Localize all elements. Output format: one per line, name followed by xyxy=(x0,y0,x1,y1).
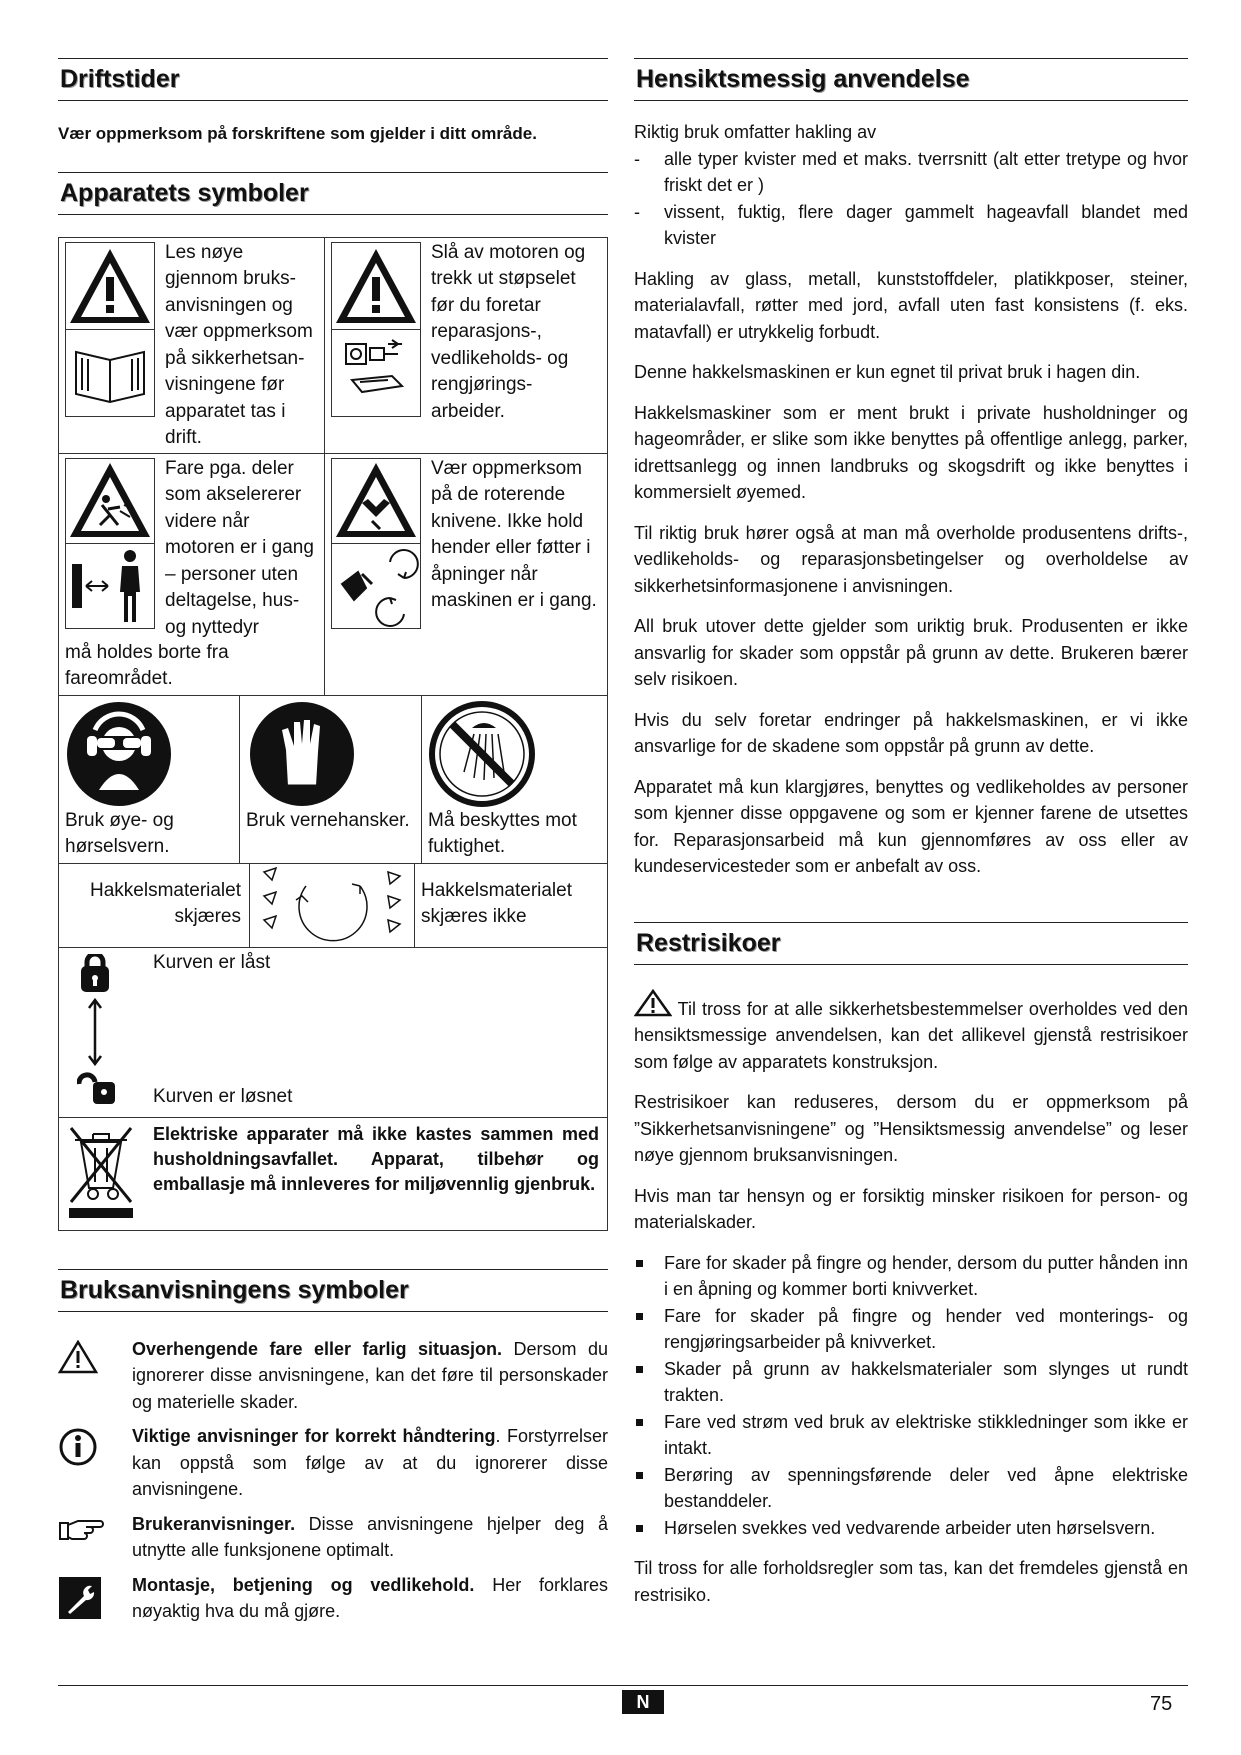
list-item: Hørselen svekkes ved vedvarende arbeider uten hørselsvern. xyxy=(634,1515,1188,1542)
list-item: - alle typer kvister med et maks. tverrsnitt (alt etter tretype og hvor friskt det er ) xyxy=(634,146,1188,199)
list-item: Fare for skader på fingre og hender, dersom du putter hånden inn i en åpning og kommer borti knivverket. xyxy=(634,1250,1188,1303)
rest-bullet-list xyxy=(634,1250,1188,1542)
symbol-text-rotating-knives: Vær oppmerksom på de roterende knivene. Ikke hold hender eller føtter i åpninger når maskinen er i gang. xyxy=(431,457,597,611)
symbol-cell-basket-lock xyxy=(59,948,607,1117)
pointing-hand-icon xyxy=(58,1515,104,1545)
symbol-cell-moisture xyxy=(422,696,606,863)
ppe-moisture-label: Må beskyttes mot fuktighet. xyxy=(428,809,577,857)
symbol-cell-cut-no xyxy=(415,864,606,947)
hensikt-para-5: All bruk utover dette gjelder som uriktig bruk. Produsenten er ikke ansvarlig for skader som oppstår på grunn av dette. Brukeren bærer selv risikoen. xyxy=(634,616,1188,689)
symbol-cell-rotating-knives xyxy=(325,454,606,695)
page-number: 75 xyxy=(1150,1693,1173,1715)
info-icon xyxy=(58,1427,98,1467)
warning-icon xyxy=(634,989,672,1017)
heading-bruksanvisningens-symboler: Bruksanvisningens symboler xyxy=(58,1269,608,1312)
hensikt-para-3: Hakkelsmaskiner som er ment brukt i private husholdninger og hageområder, er slike som ikke benyttes på offentlige anlegg, parker, idrettsanlegg og innen landbruks og skogsdrift og ikke benyttes i kommersielt øyemed. xyxy=(634,402,1188,502)
symbol-cell-gloves xyxy=(240,696,422,863)
hensikt-dash-list xyxy=(634,146,1188,252)
rest-para-4: Til tross for alle forholdsregler som tas, kan det fremdeles gjenstå en restrisiko. xyxy=(634,1558,1188,1605)
user-symbol-danger xyxy=(58,1336,608,1416)
ppe-eye-ear-label: Bruk øye- og hørselsvern. xyxy=(65,809,174,857)
book-icon xyxy=(65,329,155,417)
keep-distance-icon xyxy=(65,543,155,629)
rotation-direction-icon xyxy=(250,864,415,947)
list-item: Berøring av spenningsførende deler ved åpne elektriske bestanddeler. xyxy=(634,1462,1188,1515)
symbol-cell-bystanders xyxy=(59,454,325,695)
warning-icon xyxy=(65,242,155,330)
user-symbol-info-text: . Forstyrrelser kan oppstå som følge av at du ignorerer disse anvisningene. xyxy=(132,1426,608,1499)
list-item: Fare for skader på fingre og hender ved monterings- og rengjøringsarbeider på knivverket. xyxy=(634,1303,1188,1356)
list-item: - vissent, fuktig, flere dager gammelt hageavfall blandet med kvister xyxy=(634,199,1188,252)
hensikt-para-7: Apparatet må kun klargjøres, benyttes og vedlikeholdes av personer som kjenner disse oppgavene og som er kjenner farene de utsettes for. Reparasjonsarbeid må kun gjennomføres av oss eller av kundeservicesteder som er anbefalt av oss. xyxy=(634,776,1188,876)
heading-apparatets-symboler: Apparatets symboler xyxy=(58,172,608,215)
symbol-cell-eye-ear xyxy=(59,696,240,863)
symbol-cell-weee xyxy=(59,1118,607,1230)
symbol-text-bystanders: Fare pga. deler som akselererer videre når motoren er i gang – personer uten deltagelse, hus- og nyttedyr xyxy=(165,457,314,638)
symbol-text-bystanders-cont: må holdes borte fra fareområdet. xyxy=(65,641,229,689)
symbol-text-read-manual: Les nøye gjennom bruks-anvisningen og vær oppmerksom på sikkerhetsan-visningene før apparatet tas i drift. xyxy=(165,241,313,448)
weee-text: Elektriske apparater må ikke kastes sammen med husholdningsavfallet. Apparat, tilbehør og emballasje må innleveres for miljøvennlig gjenbruk. xyxy=(153,1123,599,1194)
heading-hensiktsmessig-anvendelse: Hensiktsmessig anvendelse xyxy=(634,58,1188,101)
cut-yes-label: Hakkelsmaterialet skjæres xyxy=(90,879,241,927)
warning-icon xyxy=(331,242,421,330)
plug-manual-icon xyxy=(331,329,421,417)
basket-locked-label: Kurven er låst xyxy=(153,951,271,973)
rest-para-2: Restrisikoer kan reduseres, dersom du er oppmerksom på ”Sikkerhetsanvisningene” og ”Hensiktsmessig anvendelse” og leser nøye gjennom bruksanvisningen. xyxy=(634,1092,1188,1165)
left-column xyxy=(58,58,608,1633)
flying-debris-warning-icon xyxy=(65,458,155,544)
heading-driftstider: Driftstider xyxy=(58,58,608,101)
heading-restrisikoer: Restrisikoer xyxy=(634,922,1188,965)
rest-para-1 xyxy=(634,989,1188,1076)
rest-para-3: Hvis man tar hensyn og er forsiktig minsker risikoen for person- og materialskader. xyxy=(634,1185,1188,1232)
symbols-table xyxy=(58,237,608,1231)
wrench-icon xyxy=(58,1576,102,1620)
user-symbol-maintenance-title: Montasje, betjening og vedlikehold. xyxy=(132,1574,475,1595)
footer-rule xyxy=(58,1685,1188,1686)
symbol-cell-read-manual xyxy=(59,238,325,453)
hensikt-para-2: Denne hakkelsmaskinen er kun egnet til privat bruk i hagen din. xyxy=(634,362,1141,382)
symbol-text-unplug: Slå av motoren og trekk ut støpselet før du foretar reparasjons-, vedlikeholds- og rengjørings-arbeider. xyxy=(431,241,586,422)
user-symbol-hint xyxy=(58,1511,608,1564)
cut-no-label: Hakkelsmaterialet skjæres ikke xyxy=(421,879,572,927)
user-symbol-maintenance-text: Her forklares nøyaktig hva du må gjøre. xyxy=(132,1574,609,1621)
list-item: Fare ved strøm ved bruk av elektriske stikkledninger som ikke er intakt. xyxy=(634,1409,1188,1462)
knife-warning-icon xyxy=(331,458,421,544)
list-item: Skader på grunn av hakkelsmaterialer som slynges ut rundt trakten. xyxy=(634,1356,1188,1409)
user-symbol-maintenance xyxy=(58,1572,608,1625)
user-symbol-info-title: Viktige anvisninger for korrekt håndtering xyxy=(132,1426,496,1446)
hensikt-intro: Riktig bruk omfatter hakling av xyxy=(634,122,877,142)
user-symbol-danger-text: Dersom du ignorerer disse anvisningene, kan det føre til personskader og materielle skader. xyxy=(132,1338,608,1412)
rest-para-1-text: Til tross for at alle sikkerhetsbestemmelser overholdes ved den hensiktsmessige anvendelsen, kan det allikevel gjenstå restrisikoer som følge av apparatets konstruksjon. xyxy=(634,998,1188,1072)
user-symbol-info xyxy=(58,1423,608,1503)
rotating-blade-icon xyxy=(331,543,421,629)
user-symbol-hint-title: Brukeranvisninger. xyxy=(132,1513,296,1534)
ppe-gloves-label: Bruk vernehansker. xyxy=(246,809,410,831)
user-symbol-danger-title: Overhengende fare eller farlig situasjon. xyxy=(132,1338,503,1359)
danger-triangle-icon xyxy=(58,1340,98,1374)
basket-unlocked-label: Kurven er løsnet xyxy=(153,1085,293,1107)
right-column xyxy=(634,58,1188,1608)
driftstider-text: Vær oppmerksom på forskriftene som gjelder i ditt område. xyxy=(58,124,537,143)
hensikt-para-6: Hvis du selv foretar endringer på hakkelsmaskinen, er vi ikke ansvarlige for de skadene som oppstår på grunn av dette. xyxy=(634,709,1188,756)
hensikt-para-4: Til riktig bruk hører også at man må overholde produsentens drifts-, vedlikeholds- og reparasjonsbetingelser og overholdelse av sikkerhetsinformasjonene i anvisningen. xyxy=(634,522,1188,596)
symbol-cell-cut-yes xyxy=(59,864,250,947)
hensikt-para-1: Hakling av glass, metall, kunststoffdeler, platikkposer, steiner, materialavfall, røtter med jord, avfall uten fast konsistens (f. eks. matavfall) er utrykkelig forbudt. xyxy=(634,268,1188,342)
symbol-cell-unplug xyxy=(325,238,606,453)
user-symbol-hint-text: Disse anvisningene hjelper deg å utnytte alle funksjonene optimalt. xyxy=(132,1513,608,1560)
language-badge: N xyxy=(622,1690,664,1714)
